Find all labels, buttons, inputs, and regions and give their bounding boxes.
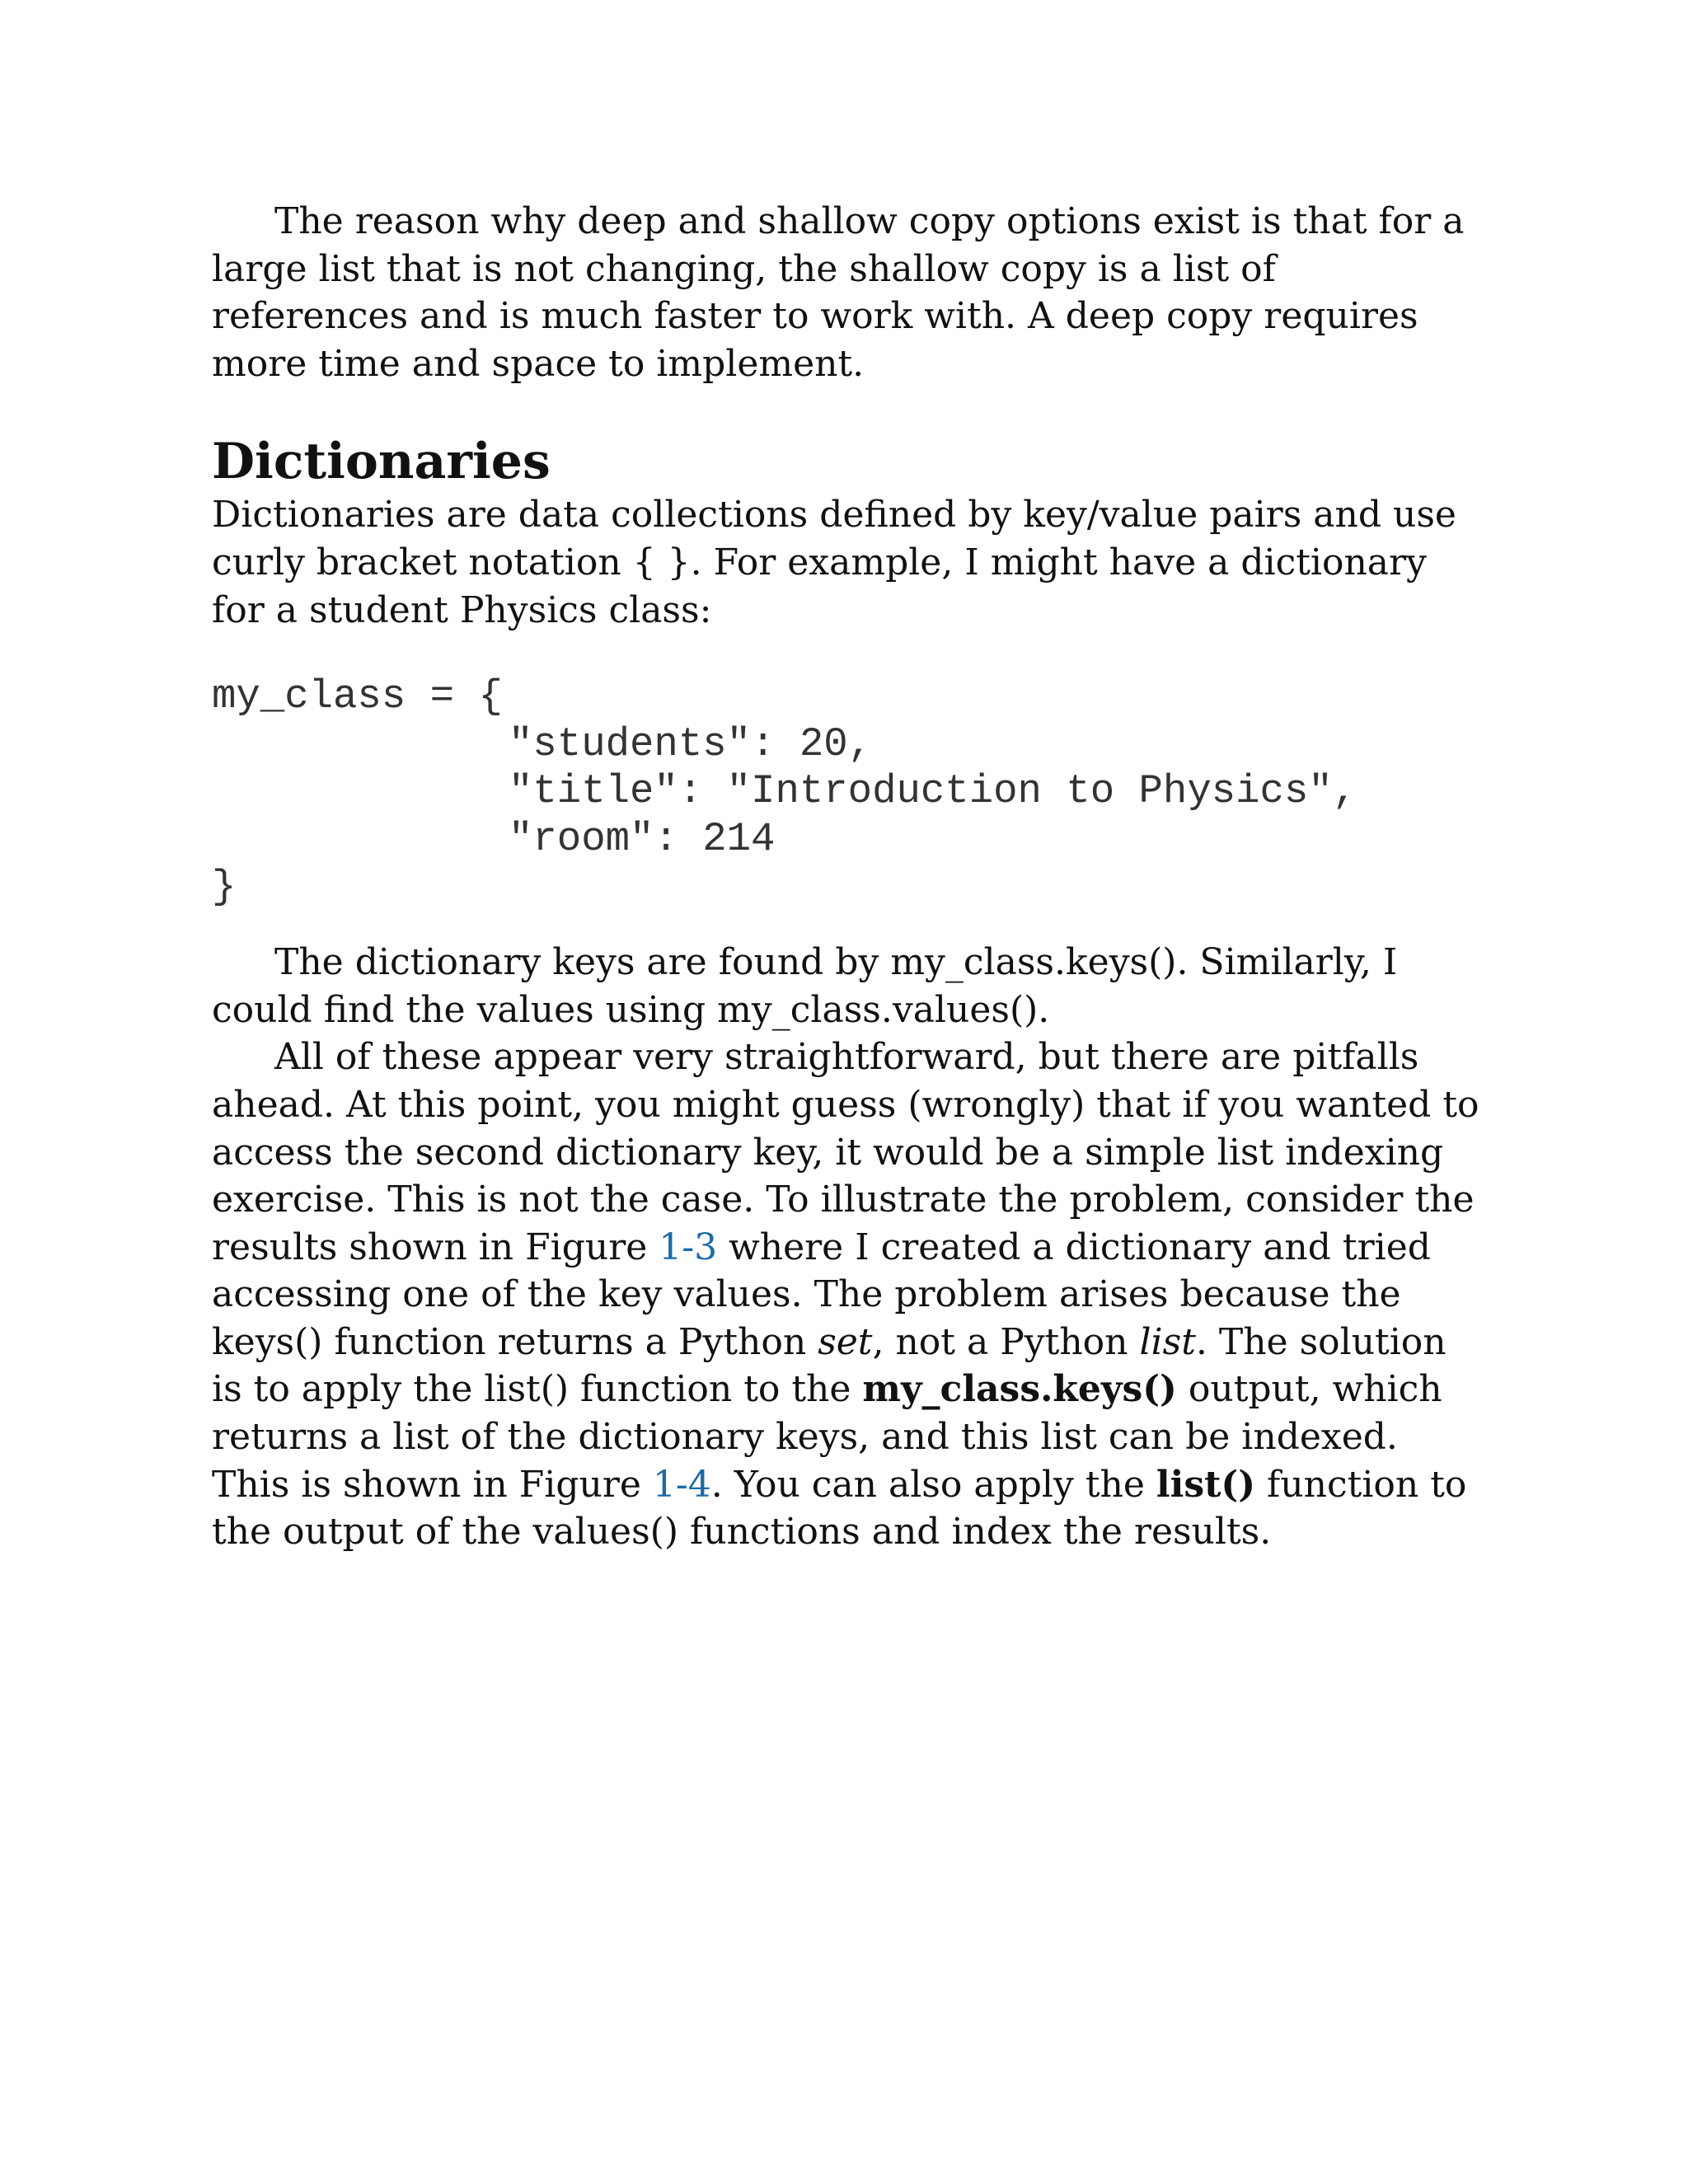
- text-segment: , not a Python: [872, 1320, 1140, 1363]
- text-segment: function to the output of the values() functions and index the results.: [212, 1463, 1467, 1554]
- dictionaries-paragraph: Dictionaries are data collections defined by key/value pairs and use curly bracket notation { }. For example, I might have a dictionary for a student Physics class:: [212, 494, 1456, 631]
- figure-link-1-4[interactable]: 1-4: [652, 1463, 711, 1506]
- pitfalls-paragraph: [212, 1033, 1481, 1556]
- bold-term: my_class.keys(): [862, 1368, 1177, 1411]
- code-line: my_class = {: [212, 673, 503, 720]
- intro-paragraph: The reason why deep and shallow copy options exist is that for a large list that is not changing, the shallow copy is a list of references and is much faster to work with. A deep copy requires more time and space to implement.: [212, 200, 1465, 385]
- text-segment: All of these appear very straightforward, but there are pitfalls ahead. At this point, you might guess (wrongly) that if you wanted to access the second dictionary key, it would be a simple list indexing exercise. This is not the case. To illustrate the problem, consider the results shown in Figure: [212, 1036, 1479, 1268]
- code-line: }: [212, 863, 237, 910]
- section-heading: Dictionaries: [212, 433, 551, 491]
- italic-term: set: [818, 1320, 873, 1363]
- italic-term: list: [1139, 1320, 1196, 1363]
- figure-link-1-3[interactable]: 1-3: [659, 1226, 718, 1268]
- text-segment: . The solution is to apply the list() function to the: [212, 1320, 1447, 1411]
- text-segment: . You can also apply the: [710, 1463, 1156, 1506]
- keys-paragraph: The dictionary keys are found by my_class.keys(). Similarly, I could find the values using my_class.values().: [212, 941, 1398, 1031]
- text-segment: output, which returns a list of the dictionary keys, and this list can be indexed. This is shown in Figure: [212, 1368, 1442, 1506]
- text-segment: where I created a dictionary and tried accessing one of the key values. The problem arises because the keys() function returns a Python: [212, 1226, 1431, 1363]
- code-line: "room": 214: [509, 815, 776, 862]
- code-line: "title": "Introduction to Physics",: [509, 768, 1357, 815]
- code-line: "students": 20,: [509, 720, 873, 767]
- bold-term: list(): [1156, 1463, 1256, 1506]
- document-body: [212, 198, 1481, 1556]
- code-block: [212, 673, 1481, 911]
